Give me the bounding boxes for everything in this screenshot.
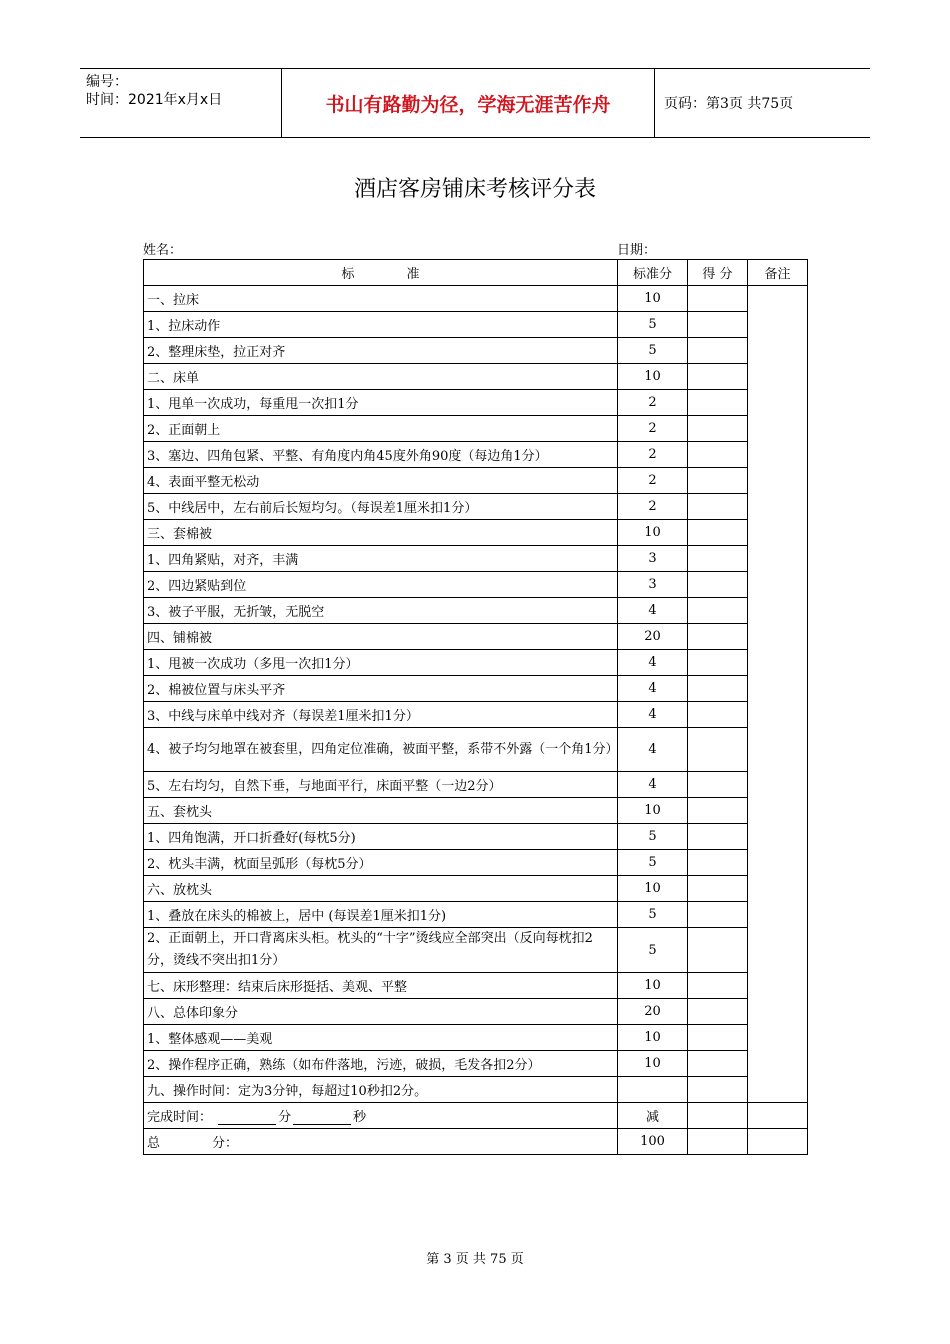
criterion-text: 2、四边紧贴到位 bbox=[144, 572, 618, 598]
table-row bbox=[144, 1025, 808, 1051]
table-row bbox=[144, 286, 808, 312]
table-row bbox=[144, 999, 808, 1025]
criterion-points: 20 bbox=[618, 624, 688, 650]
table-header-row bbox=[144, 260, 808, 286]
score-cell[interactable] bbox=[688, 1051, 748, 1077]
criterion-text: 1、四角紧贴，对齐，丰满 bbox=[144, 546, 618, 572]
score-cell[interactable] bbox=[688, 728, 748, 772]
criterion-points: 4 bbox=[618, 598, 688, 624]
table-row bbox=[144, 468, 808, 494]
table-row bbox=[144, 728, 808, 772]
criterion-text: 2、整理床垫，拉正对齐 bbox=[144, 338, 618, 364]
criterion-points: 10 bbox=[618, 798, 688, 824]
criterion-points: 2 bbox=[618, 416, 688, 442]
score-cell[interactable] bbox=[688, 876, 748, 902]
col-standard-header: 标 准 bbox=[144, 260, 618, 286]
seconds-unit: 秒 bbox=[353, 1110, 367, 1125]
table-row bbox=[144, 390, 808, 416]
criterion-text: 1、整体感观——美观 bbox=[144, 1025, 618, 1051]
score-cell[interactable] bbox=[688, 624, 748, 650]
criterion-text: 2、棉被位置与床头平齐 bbox=[144, 676, 618, 702]
criterion-points: 5 bbox=[618, 312, 688, 338]
score-cell[interactable] bbox=[688, 416, 748, 442]
table-row bbox=[144, 572, 808, 598]
score-cell[interactable] bbox=[688, 824, 748, 850]
score-cell[interactable] bbox=[688, 1077, 748, 1103]
seconds-blank[interactable] bbox=[293, 1112, 351, 1125]
score-cell[interactable] bbox=[688, 494, 748, 520]
criterion-text: 1、甩被一次成功（多甩一次扣1分） bbox=[144, 650, 618, 676]
table-row bbox=[144, 442, 808, 468]
header-motto: 书山有路勤为径，学海无涯苦作舟 bbox=[282, 69, 655, 137]
criterion-points: 5 bbox=[618, 928, 688, 973]
criterion-text: 七、床形整理：结束后床形挺括、美观、平整 bbox=[144, 973, 618, 999]
criterion-text: 4、被子均匀地罩在被套里，四角定位准确，被面平整，系带不外露（一个角1分） bbox=[144, 728, 618, 772]
total-row bbox=[144, 1129, 808, 1155]
table-row bbox=[144, 928, 808, 973]
header-page-info: 页码：第3页 共75页 bbox=[664, 96, 794, 112]
table-row bbox=[144, 598, 808, 624]
document-title: 酒店客房铺床考核评分表 bbox=[353, 177, 596, 202]
table-row bbox=[144, 676, 808, 702]
criterion-text: 5、左右均匀，自然下垂，与地面平行，床面平整（一边2分） bbox=[144, 772, 618, 798]
criterion-text: 4、表面平整无松动 bbox=[144, 468, 618, 494]
criterion-points: 10 bbox=[618, 286, 688, 312]
criterion-text: 2、正面朝上，开口背离床头柜。枕头的“十字”烫线应全部突出（反向每枕扣2分，烫线不突出扣1分） bbox=[144, 928, 618, 973]
score-cell[interactable] bbox=[688, 520, 748, 546]
criterion-text: 三、套棉被 bbox=[144, 520, 618, 546]
criterion-text: 八、总体印象分 bbox=[144, 999, 618, 1025]
page-header bbox=[80, 68, 870, 138]
criterion-points: 5 bbox=[618, 824, 688, 850]
criterion-points: 2 bbox=[618, 442, 688, 468]
table-row bbox=[144, 416, 808, 442]
criterion-text: 1、四角饱满，开口折叠好(每枕5分) bbox=[144, 824, 618, 850]
criterion-points: 2 bbox=[618, 390, 688, 416]
note-cell[interactable] bbox=[748, 286, 808, 1103]
score-cell[interactable] bbox=[688, 902, 748, 928]
finish-time-score[interactable] bbox=[688, 1103, 748, 1129]
criterion-points: 4 bbox=[618, 702, 688, 728]
criterion-points: 4 bbox=[618, 772, 688, 798]
criterion-points: 3 bbox=[618, 572, 688, 598]
score-cell[interactable] bbox=[688, 798, 748, 824]
criterion-text: 3、塞边、四角包紧、平整、有角度内角45度外角90度（每边角1分） bbox=[144, 442, 618, 468]
criterion-text: 四、铺棉被 bbox=[144, 624, 618, 650]
finish-time-note[interactable] bbox=[748, 1103, 808, 1129]
criterion-points: 5 bbox=[618, 338, 688, 364]
criterion-text: 1、拉床动作 bbox=[144, 312, 618, 338]
total-note[interactable] bbox=[748, 1129, 808, 1155]
criterion-points: 10 bbox=[618, 1025, 688, 1051]
finish-time-cell bbox=[144, 1103, 618, 1129]
total-score[interactable] bbox=[688, 1129, 748, 1155]
criterion-text: 二、床单 bbox=[144, 364, 618, 390]
table-row bbox=[144, 850, 808, 876]
score-cell[interactable] bbox=[688, 546, 748, 572]
criterion-points: 10 bbox=[618, 973, 688, 999]
table-row bbox=[144, 494, 808, 520]
criterion-points: 10 bbox=[618, 364, 688, 390]
score-cell[interactable] bbox=[688, 999, 748, 1025]
score-cell[interactable] bbox=[688, 598, 748, 624]
score-cell[interactable] bbox=[688, 850, 748, 876]
score-cell[interactable] bbox=[688, 973, 748, 999]
col-score-header: 得 分 bbox=[688, 260, 748, 286]
table-row bbox=[144, 772, 808, 798]
table-row bbox=[144, 902, 808, 928]
table-row bbox=[144, 338, 808, 364]
criterion-text: 3、被子平服，无折皱，无脱空 bbox=[144, 598, 618, 624]
score-cell[interactable] bbox=[688, 676, 748, 702]
table-row bbox=[144, 876, 808, 902]
criterion-points: 5 bbox=[618, 850, 688, 876]
criterion-points: 5 bbox=[618, 902, 688, 928]
score-cell[interactable] bbox=[688, 1025, 748, 1051]
finish-time-label: 完成时间： bbox=[147, 1110, 213, 1125]
score-cell[interactable] bbox=[688, 572, 748, 598]
score-cell[interactable] bbox=[688, 772, 748, 798]
criterion-points: 4 bbox=[618, 676, 688, 702]
score-cell[interactable] bbox=[688, 364, 748, 390]
criterion-points: 10 bbox=[618, 1051, 688, 1077]
criterion-points: 20 bbox=[618, 999, 688, 1025]
table-row bbox=[144, 973, 808, 999]
criterion-points: 10 bbox=[618, 876, 688, 902]
criterion-text: 2、操作程序正确，熟练（如布件落地，污迹，破损，毛发各扣2分） bbox=[144, 1051, 618, 1077]
table-row bbox=[144, 824, 808, 850]
minutes-blank[interactable] bbox=[218, 1112, 276, 1125]
criterion-points: 4 bbox=[618, 650, 688, 676]
criterion-points: 10 bbox=[618, 520, 688, 546]
score-cell[interactable] bbox=[688, 650, 748, 676]
finish-time-points: 减 bbox=[618, 1103, 688, 1129]
minutes-unit: 分 bbox=[278, 1110, 292, 1125]
table-row bbox=[144, 624, 808, 650]
criterion-text: 3、中线与床单中线对齐（每误差1厘米扣1分） bbox=[144, 702, 618, 728]
criterion-text: 九、操作时间：定为3分钟，每超过10秒扣2分。 bbox=[144, 1077, 618, 1103]
criterion-points: 3 bbox=[618, 546, 688, 572]
criterion-text: 一、拉床 bbox=[144, 286, 618, 312]
table-row bbox=[144, 546, 808, 572]
criterion-text: 五、套枕头 bbox=[144, 798, 618, 824]
page-footer: 第 3 页 共 75 页 bbox=[426, 1252, 524, 1267]
criterion-points: 2 bbox=[618, 468, 688, 494]
date-label: 日期： bbox=[617, 243, 657, 258]
col-note-header: 备注 bbox=[748, 260, 808, 286]
col-points-header: 标准分 bbox=[618, 260, 688, 286]
score-cell[interactable] bbox=[688, 286, 748, 312]
criterion-text: 2、正面朝上 bbox=[144, 416, 618, 442]
table-row bbox=[144, 1077, 808, 1103]
score-cell[interactable] bbox=[688, 390, 748, 416]
criterion-points: 2 bbox=[618, 494, 688, 520]
score-cell[interactable] bbox=[688, 928, 748, 973]
table-row bbox=[144, 650, 808, 676]
score-cell[interactable] bbox=[688, 442, 748, 468]
time-label: 时间：2021年x月x日 bbox=[86, 92, 223, 108]
finish-time-row bbox=[144, 1103, 808, 1129]
criterion-text: 1、叠放在床头的棉被上，居中 (每误差1厘米扣1分) bbox=[144, 902, 618, 928]
table-row bbox=[144, 520, 808, 546]
table-row bbox=[144, 312, 808, 338]
table-row bbox=[144, 1051, 808, 1077]
table-row bbox=[144, 798, 808, 824]
number-label: 编号： bbox=[86, 74, 128, 90]
table-row bbox=[144, 364, 808, 390]
score-cell[interactable] bbox=[688, 338, 748, 364]
criterion-text: 六、放枕头 bbox=[144, 876, 618, 902]
criterion-text: 5、中线居中，左右前后长短均匀。（每误差1厘米扣1分） bbox=[144, 494, 618, 520]
score-cell[interactable] bbox=[688, 702, 748, 728]
criterion-text: 2、枕头丰满，枕面呈弧形（每枕5分） bbox=[144, 850, 618, 876]
score-table bbox=[143, 259, 808, 1155]
criterion-text: 1、甩单一次成功，每重甩一次扣1分 bbox=[144, 390, 618, 416]
criterion-points bbox=[618, 1077, 688, 1103]
score-cell[interactable] bbox=[688, 312, 748, 338]
total-points: 100 bbox=[618, 1129, 688, 1155]
header-meta bbox=[80, 69, 282, 137]
criterion-points: 4 bbox=[618, 728, 688, 772]
name-label: 姓名： bbox=[143, 243, 183, 258]
table-row bbox=[144, 702, 808, 728]
score-cell[interactable] bbox=[688, 468, 748, 494]
total-label: 总 分： bbox=[144, 1129, 618, 1155]
